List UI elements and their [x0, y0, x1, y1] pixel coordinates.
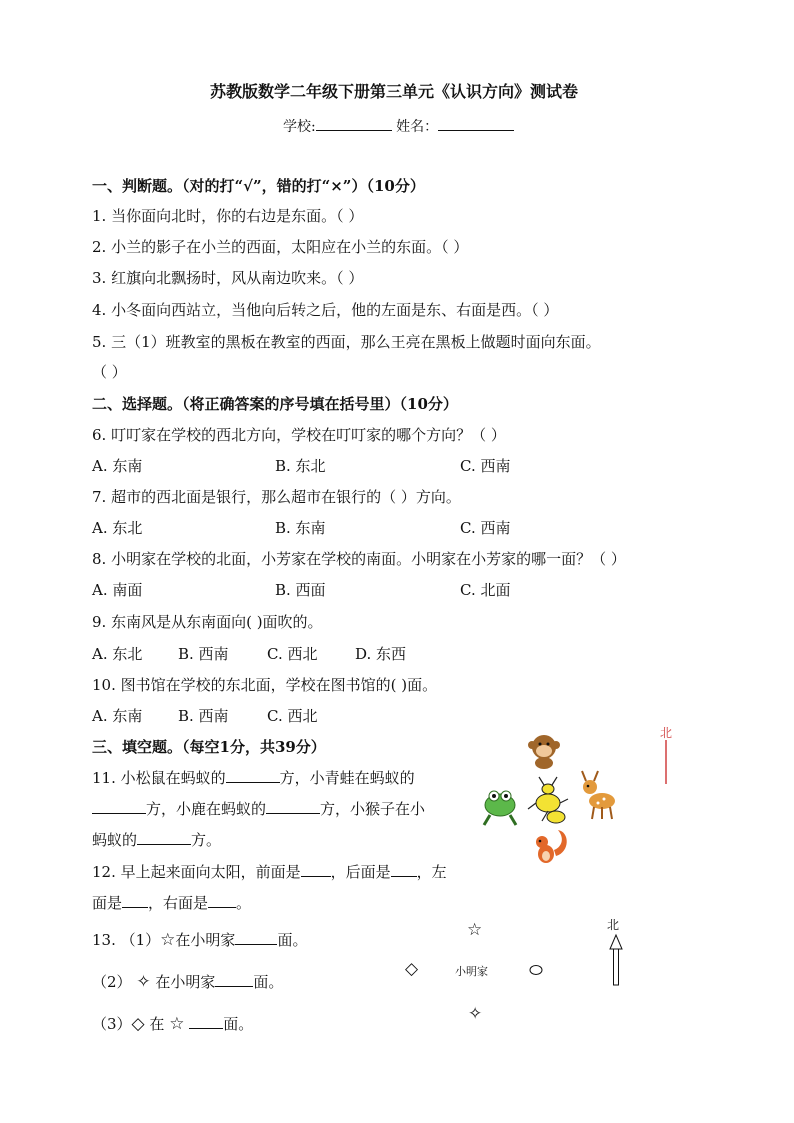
squirrel-icon [536, 830, 567, 863]
question-2: 2. 小兰的影子在小兰的西面，太阳应在小兰的东面。（ ） [92, 238, 469, 256]
deer-icon [582, 771, 615, 819]
section-1-heading: 一、判断题。（对的打“√”，错的打“×”）（10分） [92, 177, 425, 195]
q6-option-c: C. 西南 [460, 457, 511, 475]
question-13-part-1: 13. （1）☆在小明家 面。 [92, 930, 308, 950]
blank[interactable] [208, 893, 236, 908]
q10-option-c: C. 西北 [267, 707, 318, 725]
frog-icon [484, 791, 516, 825]
four-point-star-icon: ✧ [468, 1004, 483, 1024]
q6-option-a: A. 东南 [92, 457, 143, 475]
question-12-line-2: 面是 ，右面是 。 [92, 894, 252, 912]
page-title: 苏教版数学二年级下册第三单元《认识方向》测试卷 [210, 82, 579, 101]
star-icon: ☆ [160, 930, 176, 950]
q7-option-b: B. 东南 [275, 519, 326, 537]
question-4: 4. 小冬面向西站立，当他向后转之后，他的左面是东、右面是西。（ ） [92, 301, 559, 319]
north-label-lower: 北 [607, 918, 620, 932]
question-10: 10. 图书馆在学校的东北面，学校在图书馆的( )面。 [92, 676, 438, 694]
blank[interactable] [215, 972, 253, 987]
question-11-line-2: 方，小鹿在蚂蚁的 方，小猴子在小 [92, 799, 425, 819]
q9-option-b: B. 西南 [178, 645, 229, 663]
blank[interactable] [92, 799, 146, 814]
question-13-part-3: （3）◇ 在 ☆ 面。 [92, 1014, 254, 1034]
q9-option-a: A. 东北 [92, 645, 143, 663]
four-point-star-icon: ✧ [136, 972, 151, 992]
q9-option-c: C. 西北 [267, 645, 318, 663]
blank[interactable] [226, 768, 280, 783]
question-1: 1. 当你面向北时，你的右边是东面。（ ） [92, 207, 364, 225]
question-13-part-2: （2） ✧ 在小明家 面。 [92, 972, 284, 992]
question-9: 9. 东南风是从东南面向( )面吹的。 [92, 613, 323, 631]
question-12-line-1: 12. 早上起来面向太阳，前面是 ，后面是 ，左 [92, 863, 447, 881]
diamond-icon: ◇ [405, 959, 419, 979]
diamond-icon: ◇ [131, 1014, 145, 1034]
map-home-label: 小明家 [455, 965, 488, 978]
q8-option-a: A. 南面 [92, 581, 143, 599]
circle-icon [528, 964, 544, 976]
school-field[interactable] [283, 116, 514, 137]
blank[interactable] [189, 1014, 223, 1029]
section-3-heading: 三、填空题。（每空1分，共39分） [92, 738, 326, 756]
question-5: 5. 三（1）班教室的黑板在教室的西面，那么王亮在黑板上做题时面向东面。 [92, 333, 601, 351]
question-11-line-1: 11. 小松鼠在蚂蚁的 方，小青蛙在蚂蚁的 [92, 769, 415, 787]
star-icon: ☆ [169, 1014, 185, 1034]
q8-option-c: C. 北面 [460, 581, 511, 599]
blank[interactable] [266, 799, 320, 814]
school-label: 学校: [283, 119, 316, 135]
north-line-icon [660, 740, 672, 785]
question-6: 6. 叮叮家在学校的西北方向，学校在叮叮家的哪个方向？（ ） [92, 426, 506, 444]
q7-option-c: C. 西南 [460, 519, 511, 537]
animals-figure [480, 725, 680, 875]
q9-option-d: D. 东西 [355, 645, 407, 663]
q10-option-a: A. 东南 [92, 707, 143, 725]
section-2-heading: 二、选择题。（将正确答案的序号填在括号里）（10分） [92, 395, 458, 413]
monkey-icon [528, 735, 560, 769]
name-label: 姓名： [396, 119, 439, 135]
star-icon: ☆ [467, 920, 483, 940]
question-7: 7. 超市的西北面是银行，那么超市在银行的（ ）方向。 [92, 488, 461, 506]
q7-option-a: A. 东北 [92, 519, 143, 537]
question-3: 3. 红旗向北飘扬时，风从南边吹来。（ ） [92, 269, 364, 287]
north-label-upper: 北 [660, 726, 673, 740]
north-arrow-icon [606, 935, 626, 987]
blank[interactable] [391, 862, 417, 877]
q10-option-b: B. 西南 [178, 707, 229, 725]
blank[interactable] [122, 893, 148, 908]
blank[interactable] [235, 930, 277, 945]
q6-option-b: B. 东北 [275, 457, 326, 475]
ant-icon [528, 777, 568, 823]
q8-option-b: B. 西面 [275, 581, 326, 599]
question-5-bracket: （ ） [92, 363, 127, 381]
blank[interactable] [137, 830, 191, 845]
question-8: 8. 小明家在学校的北面，小芳家在学校的南面。小明家在小芳家的哪一面？（ ） [92, 550, 626, 568]
blank[interactable] [301, 862, 331, 877]
question-11-line-3: 蚂蚁的 方。 [92, 831, 222, 849]
